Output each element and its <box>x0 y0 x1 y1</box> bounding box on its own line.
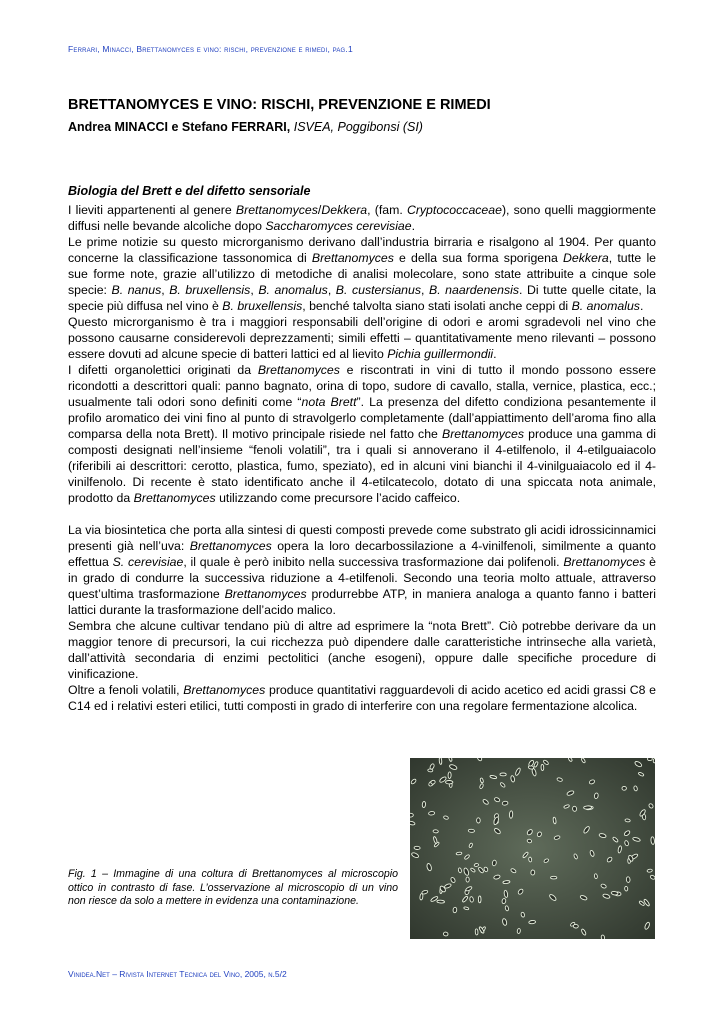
yeast-microscopy-image <box>410 758 655 939</box>
figure-caption: Fig. 1 – Immagine di una coltura di Brettanomyces al microscopio ottico in contrasto di fase. L’osservazione al microscopio di un vino non riesce da solo a mettere in evidenza una contaminazione. <box>68 868 398 907</box>
page-footer: Vinidea.Net – Rivista Internet Tecnica del Vino, 2005, n.5/2 <box>68 969 287 979</box>
article-body <box>68 202 656 714</box>
affiliation: ISVEA, Poggibonsi (SI) <box>293 120 423 134</box>
paragraph-6: Sembra che alcune cultivar tendano più di altre ad esprimere la “nota Brett”. Ciò potrebbe derivare da un maggior tenore di precursori, la cui ricchezza può dipendere dalle caratteristiche intrinseche alla varietà, dall’attività secondaria di enzimi pectolitici (anche esogeni), oppure dalle specifiche procedure di vinificazione. <box>68 619 656 681</box>
section-heading: Biologia del Brett e del difetto sensoriale <box>68 184 311 198</box>
paragraph-5: La via biosintetica che porta alla sintesi di questi composti prevede come substrato gli acidi idrossicinnamici presenti già nell’uva: Brettanomyces opera la loro decarbossilazione a 4-vinilfenoli, similmente a quanto effettua S. cerevisiae, il quale è però inibito nella successiva trasformazione dai polifenoli. Brettanomyces è in grado di condurre la successiva riduzione a 4-etilfenoli. Secondo una teoria molto attuale, attraverso quest’ultima trasformazione Brettanomyces produrrebbe ATP, in maniera analoga a quanto fanno i batteri lattici durante la trasformazione dell’acido malico. <box>68 523 656 617</box>
paragraph-3: Questo microrganismo è tra i maggiori responsabili dell’origine di odori e aromi sgradevoli nel vino che possono causarne considerevoli deprezzamenti; simili effetti – quantitativamente meno rilevanti – possono essere dovuti ad alcune specie di batteri lattici ed al lievito Pichia guillermondii. <box>68 315 656 361</box>
paragraph-2: Le prime notizie su questo microrganismo derivano dall’industria birraria e risalgono al 1904. Per quanto concerne la classificazione tassonomica di Brettanomyces e della sua forma sporigena Dekkera, tutte le sue forme note, grazie all’utilizzo di metodiche di analisi molecolare, sono state attribuite a cinque sole specie: B. nanus, B. bruxellensis, B. anomalus, B. custersianus, B. naardenensis. Di tutte quelle citate, la specie più diffusa nel vino è B. bruxellensis, benché talvolta siano stati isolati anche ceppi di B. anomalus. <box>68 235 657 313</box>
running-header: Ferrari, Minacci, Brettanomyces e vino: rischi, prevenzione e rimedi, pag.1 <box>68 44 353 54</box>
article-authors-line <box>68 120 423 134</box>
paragraph-1: I lieviti appartenenti al genere Brettanomyces/Dekkera, (fam. Cryptococcaceae), sono quelli maggiormente diffusi nelle bevande alcoliche dopo Saccharomyces cerevisiae. <box>68 203 656 233</box>
authors: Andrea MINACCI e Stefano FERRARI, <box>68 120 291 134</box>
article-title: BRETTANOMYCES E VINO: RISCHI, PREVENZIONE E RIMEDI <box>68 97 491 113</box>
paragraph-4: I difetti organolettici originati da Brettanomyces e riscontrati in vini di tutto il mondo possono essere ricondotti a descrittori quali: panno bagnato, orina di topo, sudore di cavallo, stalla, vernice, plastica, ecc.; usualmente tali odori sono definiti come “nota Brett”. La presenza del difetto condiziona pesantemente il profilo aromatico dei vini fino al punto di stravolgerlo completamente (dall’appiattimento dell’aroma fino alla comparsa della nota Brett). Il motivo principale risiede nel fatto che Brettanomyces produce una gamma di composti designati nell’insieme “fenoli volatili”, tra i quali si annoverano il 4-etilfenolo, il 4-etilguaiacolo (riferibili ai descrittori: cerotto, plastica, fumo, speziato), ed in alcuni vini bianchi il 4-vinilguaiacolo ed il 4-vinilfenolo. Di recente è stato identificato anche il 4-etilcatecolo, dotato di una spiccata nota animale, prodotto da Brettanomyces utilizzando come precursore l’acido caffeico. <box>68 363 657 505</box>
paragraph-7: Oltre a fenoli volatili, Brettanomyces produce quantitativi ragguardevoli di acido acetico ed acidi grassi C8 e C14 ed i relativi esteri etilici, tutti composti in grado di interferire con una regolare fermentazione alcolica. <box>68 683 656 713</box>
